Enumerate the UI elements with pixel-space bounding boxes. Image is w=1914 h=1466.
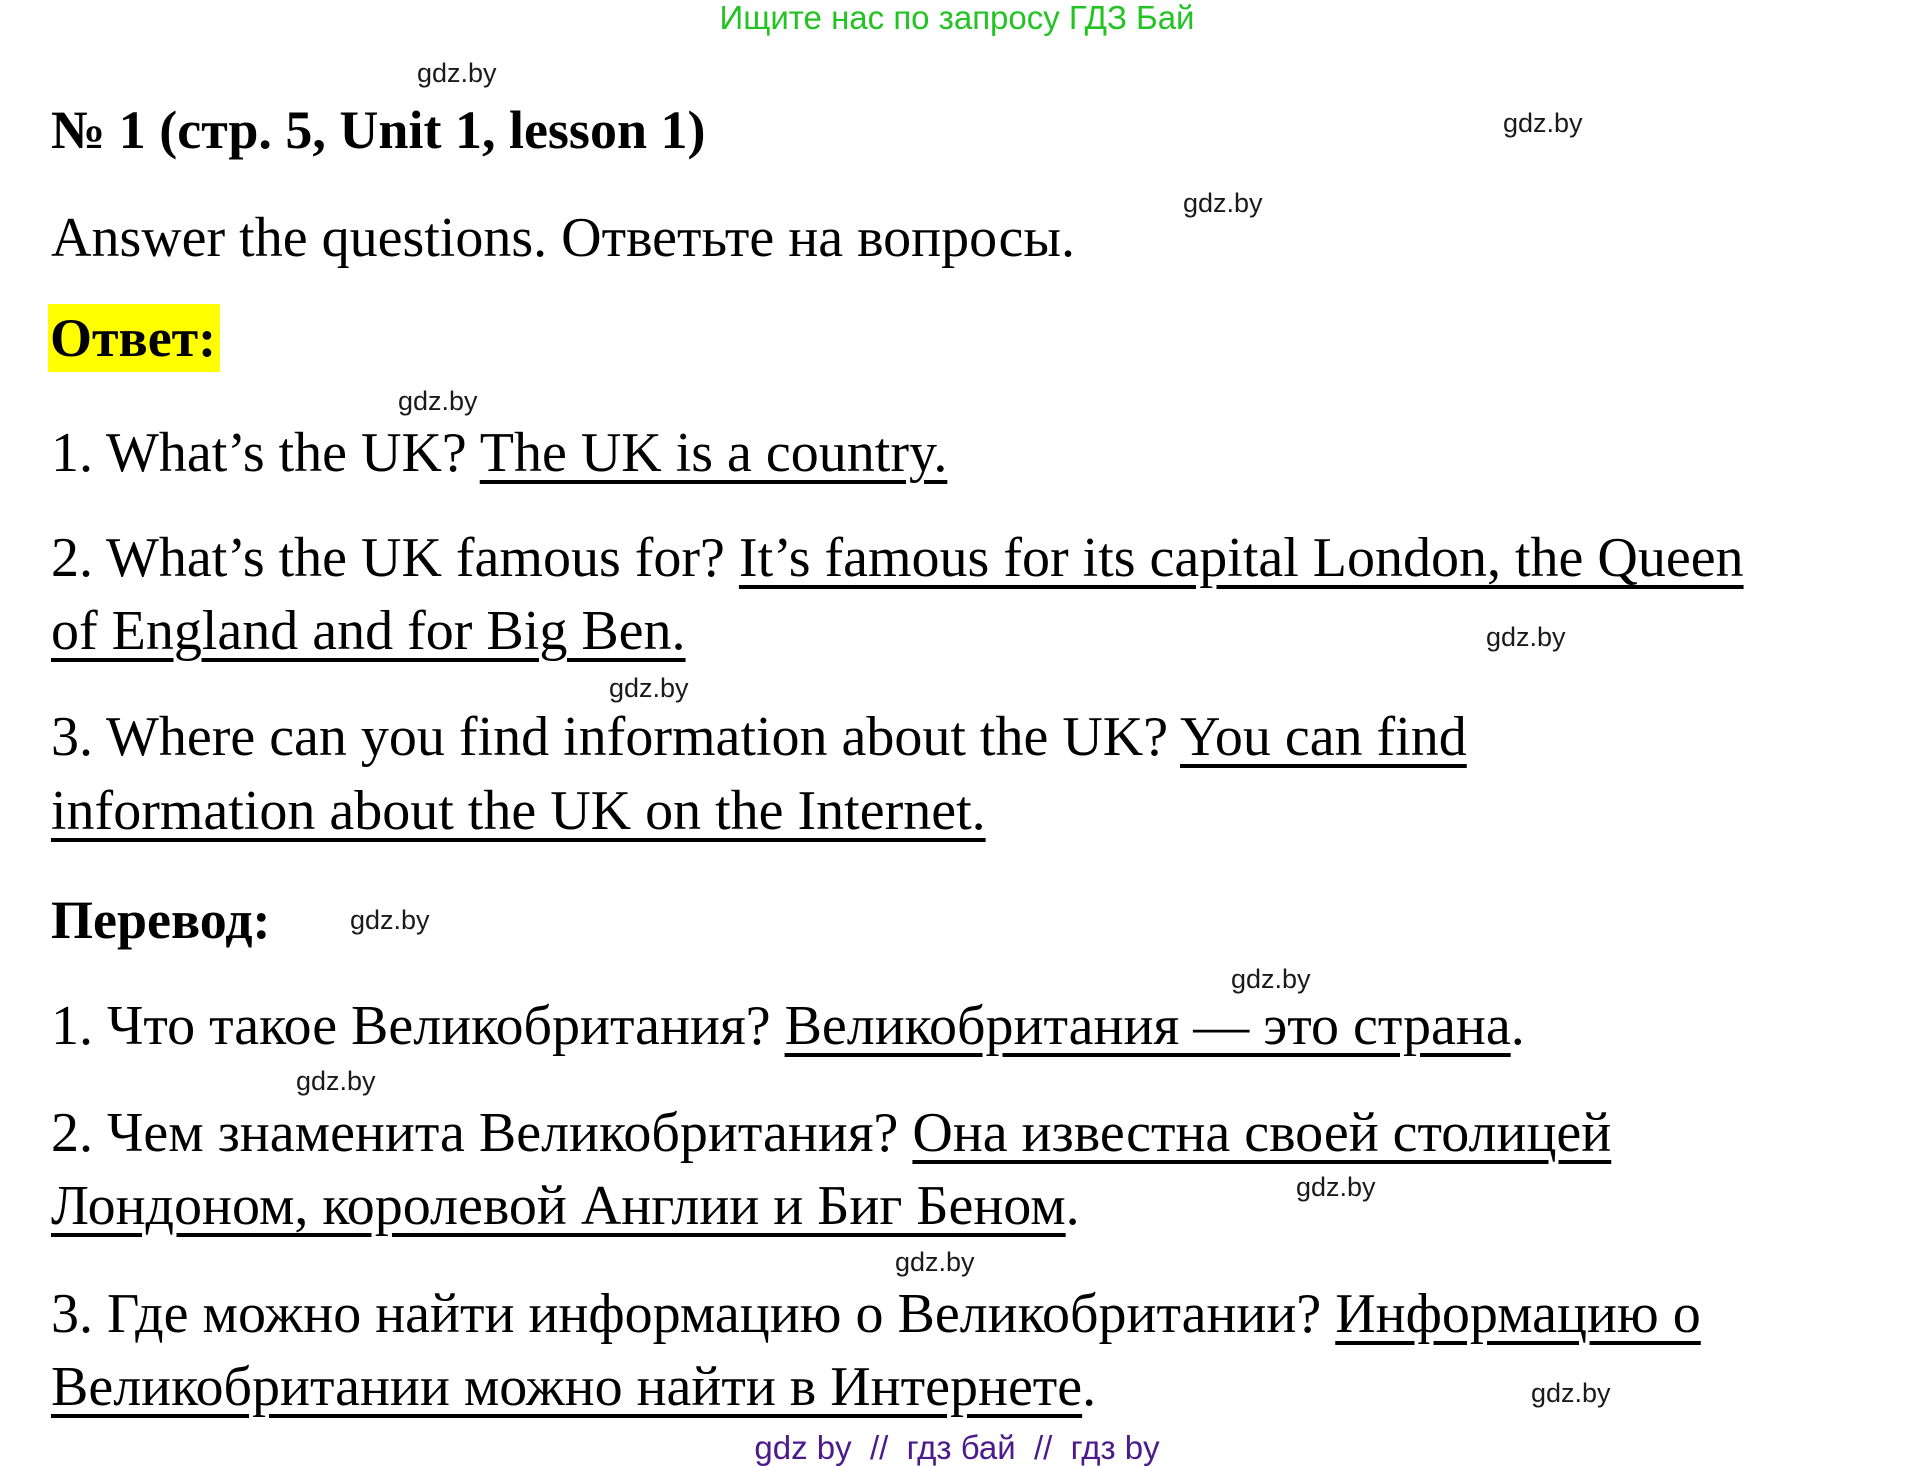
question-text: 2. What’s the UK famous for? <box>51 527 739 589</box>
exercise-instruction: Answer the questions. Ответьте на вопросы. <box>51 207 1075 269</box>
watermark: gdz.by <box>1231 964 1311 994</box>
translation-item-3 <box>51 1282 1701 1346</box>
answer-text: It’s famous for its capital London, the Queen <box>738 527 1744 589</box>
answer-text: Великобритания — это страна <box>784 995 1511 1057</box>
exercise-title: № 1 (стр. 5, Unit 1, lesson 1) <box>51 100 706 160</box>
watermark: gdz.by <box>1183 188 1263 218</box>
question-text: 2. Чем знаменита Великобритания? <box>51 1102 913 1164</box>
answer-text: of England and for Big Ben. <box>51 600 686 662</box>
watermark: gdz.by <box>895 1247 975 1277</box>
answer-text: Лондоном, королевой Англии и Биг Беном <box>51 1175 1066 1237</box>
trailing-period: . <box>1510 995 1525 1057</box>
answer-item-3 <box>51 705 1467 769</box>
translation-item-2 <box>51 1101 1611 1165</box>
question-text: 1. Что такое Великобритания? <box>51 995 785 1057</box>
answer-text: information about the UK on the Internet. <box>51 780 986 842</box>
translation-item-1 <box>51 994 1525 1058</box>
translation-item-2-continuation <box>51 1174 1080 1238</box>
search-promo-banner: Ищите нас по запросу ГДЗ Бай <box>719 0 1195 36</box>
trailing-period: . <box>1082 1356 1097 1418</box>
answer-text: Информацию о <box>1335 1283 1701 1345</box>
watermark: gdz.by <box>1503 108 1583 138</box>
watermark: gdz.by <box>417 58 497 88</box>
answer-item-1 <box>51 421 947 485</box>
watermark: gdz.by <box>296 1066 376 1096</box>
answer-text: Великобритании можно найти в Интернете <box>51 1356 1083 1418</box>
watermark: gdz.by <box>609 673 689 703</box>
watermark: gdz.by <box>1531 1378 1611 1408</box>
watermark: gdz.by <box>1486 622 1566 652</box>
answer-item-3-continuation <box>51 779 986 843</box>
trailing-period: . <box>1065 1175 1080 1237</box>
answer-text: The UK is a country. <box>479 422 948 484</box>
answer-item-2 <box>51 526 1744 590</box>
answer-text: You can find <box>1180 706 1467 768</box>
watermark: gdz.by <box>398 386 478 416</box>
question-text: 3. Где можно найти информацию о Великобритании? <box>51 1283 1336 1345</box>
question-text: 3. Where can you find information about the UK? <box>51 706 1180 768</box>
answer-text: Она известна своей столицей <box>912 1102 1612 1164</box>
watermark: gdz.by <box>350 905 430 935</box>
watermark: gdz.by <box>1296 1172 1376 1202</box>
translation-label: Перевод: <box>51 890 271 950</box>
answer-label: Ответ: <box>48 304 220 372</box>
footer-promo-links: gdz by // гдз бай // гдз by <box>754 1429 1160 1466</box>
translation-item-3-continuation <box>51 1355 1096 1419</box>
answer-item-2-continuation <box>51 599 686 663</box>
question-text: 1. What’s the UK? <box>51 422 480 484</box>
